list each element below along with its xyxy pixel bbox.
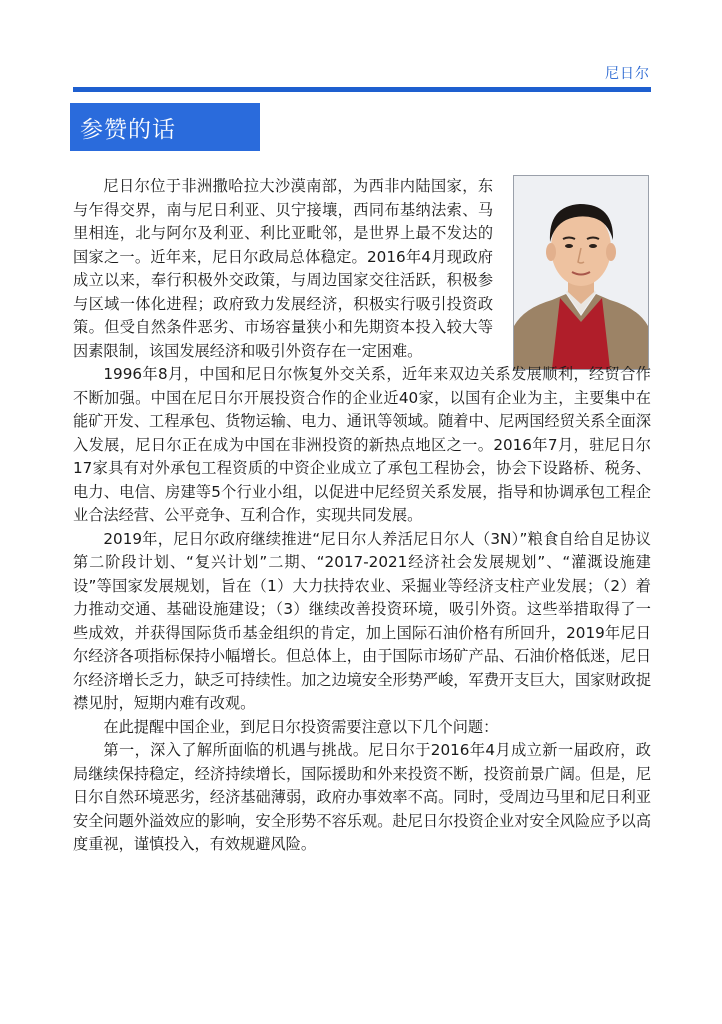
paragraph-4: 在此提醒中国企业，到尼日尔投资需要注意以下几个问题： [103, 717, 499, 736]
paragraph-5: 第一，深入了解所面临的机遇与挑战。尼日尔于2016年4月成立新一届政府，政局继续保持稳定，经济持续增长，国际援助和外来投资不断，投资前景广阔。但是，尼日尔自然环境恶劣，经济基础薄弱，政府办事效率不高。同时，受周边马里和尼日利亚安全问题外溢效应的影响，安全形势不容乐观。赴尼日尔投资企业对安全风险应予以高度重视，谨慎投入，有效规避风险。 [73, 741, 651, 853]
running-head: 尼日尔 [605, 66, 650, 82]
body-text [73, 175, 651, 857]
section-title: 参赞的话 [80, 116, 176, 143]
section-title-bar [70, 103, 260, 151]
header-rule [73, 87, 651, 92]
paragraph-2: 1996年8月，中国和尼日尔恢复外交关系，近年来双边关系发展顺利，经贸合作不断加强。中国在尼日尔开展投资合作的企业近40家，以国有企业为主，主要集中在能矿开发、工程承包、货物运输、电力、通讯等领域。随着中、尼两国经贸关系全面深入发展，尼日尔正在成为中国在非洲投资的新热点地区之一。2016年7月，驻尼日尔17家具有对外承包工程资质的中资企业成立了承包工程协会，协会下设路桥、税务、电力、电信、房建等5个行业小组，以促进中尼经贸关系发展，指导和协调承包工程企业合法经营、公平竞争、互利合作，实现共同发展。 [73, 365, 651, 524]
paragraph-3: 2019年，尼日尔政府继续推进“尼日尔人养活尼日尔人（3N）”粮食自给自足协议第二阶段计划、“复兴计划”二期、“2017-2021经济社会发展规划”、“灌溉设施建设”等国家发展规划，旨在（1）大力扶持农业、采掘业等经济支柱产业发展；（2）着力推动交通、基础设施建设；（3）继续改善投资环境，吸引外资。这些举措取得了一些成效，并获得国际货币基金组织的肯定，加上国际石油价格有所回升，2019年尼日尔经济各项指标保持小幅增长。但总体上，由于国际市场矿产品、石油价格低迷，尼日尔经济增长乏力，缺乏可持续性。加之边境安全形势严峻，军费开支巨大，国家财政捉襟见肘，短期内难有改观。 [73, 529, 651, 712]
paragraph-1: 尼日尔位于非洲撒哈拉大沙漠南部，为西非内陆国家，东与乍得交界，南与尼日利亚、贝宁接壤，西同布基纳法索、马里相连，北与阿尔及利亚、利比亚毗邻，是世界上最不发达的国家之一。近年来，尼日尔政局总体稳定。2016年4月现政府成立以来，奉行积极外交政策，与周边国家交往活跃，积极参与区域一体化进程；政府致力发展经济，积极实行吸引投资政策。但受自然条件恶劣、市场容量狭小和先期资本投入较大等因素限制，该国发展经济和吸引外资存在一定困难。 [73, 177, 493, 360]
